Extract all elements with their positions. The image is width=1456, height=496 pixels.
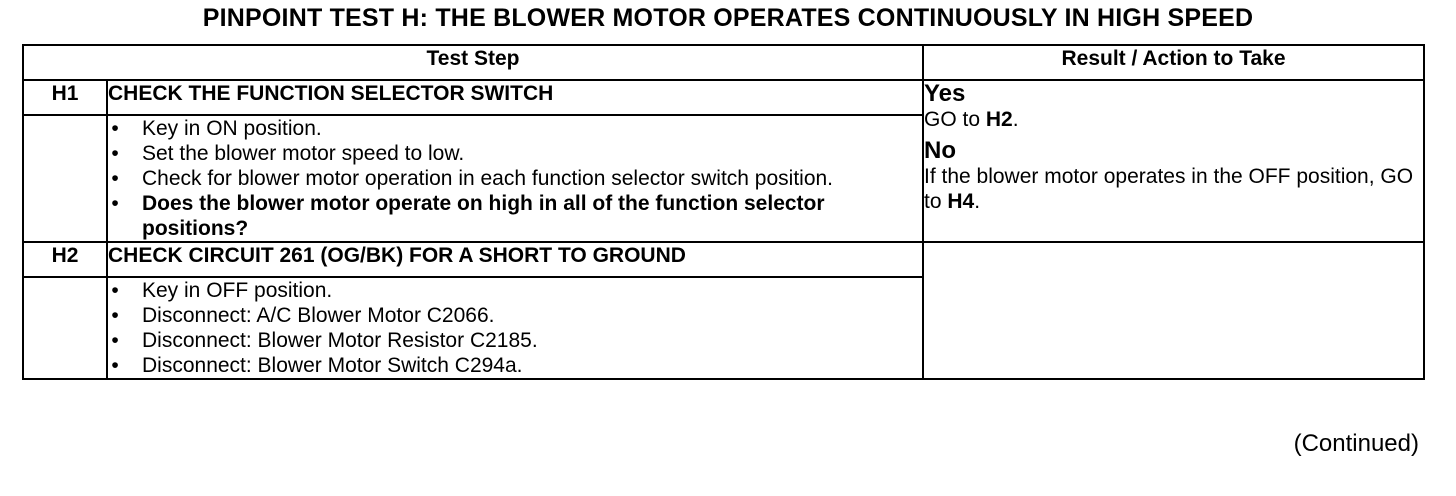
list-item: • Key in ON position. (111, 117, 322, 140)
test-step-header: Test Step (23, 45, 923, 80)
step-id-spacer (23, 277, 107, 379)
step-id-spacer (23, 115, 107, 242)
pinpoint-test-table (22, 44, 1425, 380)
list-item-question: • Does the blower motor operate on high in all of the function selector positions? (111, 192, 825, 240)
step-link-h2: H2 (985, 108, 1013, 131)
step-title: CHECK CIRCUIT 261 (OG/BK) FOR A SHORT TO GROUND (107, 242, 923, 277)
continued-note: (Continued) (1293, 430, 1419, 457)
page-title: PINPOINT TEST H: THE BLOWER MOTOR OPERATES CONTINUOUSLY IN HIGH SPEED (202, 4, 1254, 32)
result-no-label: No (924, 137, 956, 164)
step-id: H2 (23, 242, 107, 277)
result-yes-label: Yes (924, 80, 966, 107)
table-header-row (23, 45, 1424, 80)
result-no-action: If the blower motor operates in the OFF position, GO to H4. (924, 165, 1414, 213)
list-item: • Set the blower motor speed to low. (111, 142, 465, 165)
list-item: • Disconnect: A/C Blower Motor C2066. (111, 304, 495, 327)
step-title-row (23, 80, 1424, 115)
list-item: • Disconnect: Blower Motor Resistor C2185. (111, 329, 538, 352)
step-link-h4: H4 (947, 190, 975, 213)
step-result (923, 80, 1424, 242)
step-title-row (23, 242, 1424, 277)
step-instructions (107, 277, 923, 379)
step-result-empty (923, 242, 1424, 379)
list-item: • Disconnect: Blower Motor Switch C294a. (111, 354, 523, 377)
result-yes-action: GO to H2. (924, 108, 1019, 131)
step-title: CHECK THE FUNCTION SELECTOR SWITCH (107, 80, 923, 115)
step-instructions (107, 115, 923, 242)
result-action-header: Result / Action to Take (923, 45, 1424, 80)
list-item: • Key in OFF position. (111, 279, 333, 302)
list-item: • Check for blower motor operation in each function selector switch position. (111, 167, 834, 190)
step-id: H1 (23, 80, 107, 115)
